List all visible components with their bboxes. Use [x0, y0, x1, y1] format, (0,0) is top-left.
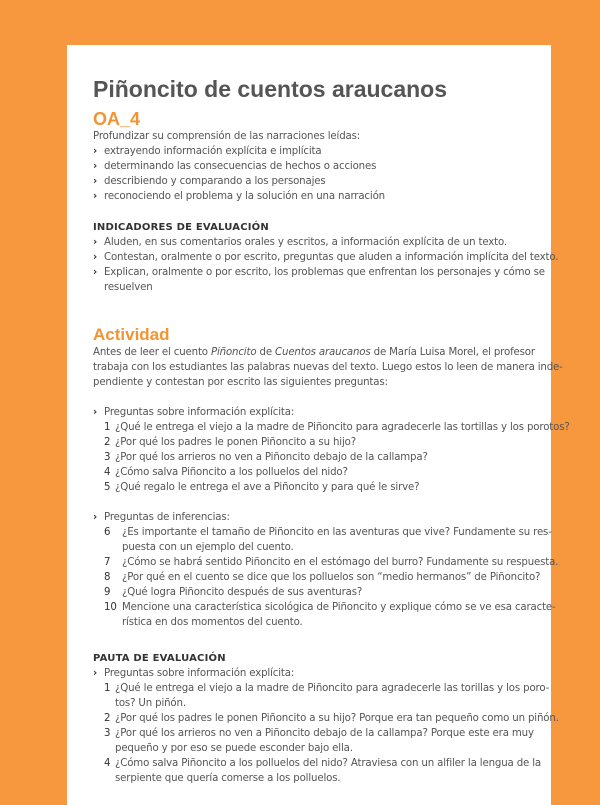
question-number: 3 — [104, 728, 111, 739]
numbered-question — [93, 585, 543, 600]
indicador-item — [93, 235, 543, 250]
oa-bullet: › extrayendo información explícita e implícita — [93, 144, 543, 159]
question-number: 1 — [104, 683, 111, 694]
numbered-question — [93, 465, 543, 480]
indicador-line: › Explican, oralmente o por escrito, los problemas que enfrentan los personajes y cómo se — [104, 267, 545, 278]
numbered-question — [93, 435, 543, 450]
actividad-paragraph-line: pendiente y contestan por escrito las siguientes preguntas: — [93, 377, 388, 388]
actividad-paragraph-line — [93, 345, 543, 360]
explicit-questions-list — [93, 420, 570, 495]
question-line: ¿Cómo salva Piñoncito a los polluelos del nido? Atraviesa con un alfiler la lengua de la — [115, 758, 541, 769]
explicit-questions-label: › Preguntas sobre información explícita: — [93, 405, 543, 420]
numbered-question — [93, 480, 543, 495]
document-content — [93, 75, 570, 786]
question-line: ¿Es importante el tamaño de Piñoncito en las aventuras que vive? Fundamente su res- — [122, 527, 552, 538]
question-number: 5 — [104, 482, 111, 493]
question-line: puesta con un ejemplo del cuento. — [122, 542, 294, 553]
numbered-question — [93, 726, 543, 756]
book-title: Piñoncito — [210, 347, 257, 358]
question-number: 4 — [104, 758, 111, 769]
question-line: ¿Por qué los arrieros no ven a Piñoncito debajo de la callampa? Porque este era muy — [115, 728, 534, 739]
numbered-question — [93, 756, 543, 786]
pauta-answers-list — [93, 681, 559, 786]
numbered-question — [93, 525, 552, 555]
indicadores-heading: INDICADORES DE EVALUACIÓN — [93, 222, 269, 233]
indicadores-list — [93, 235, 559, 295]
question-number: 4 — [104, 467, 111, 478]
oa-bullet: › describiendo y comparando a los personajes — [93, 174, 543, 189]
collection-title: Cuentos araucanos — [275, 347, 371, 358]
oa-intro: Profundizar su comprensión de las narraciones leídas: — [93, 131, 361, 142]
inference-questions-label: › Preguntas de inferencias: — [93, 510, 543, 525]
text: Antes de leer el cuento — [93, 347, 211, 358]
question-line: ¿Qué le entrega el viejo a la madre de Piñoncito para agradecerle las torillas y los poro- — [115, 683, 550, 694]
question-number: 3 — [104, 452, 111, 463]
numbered-question — [93, 681, 550, 711]
numbered-question — [93, 711, 559, 726]
oa-bullet: › reconociendo el problema y la solución en una narración — [93, 189, 543, 204]
pauta-heading: PAUTA DE EVALUACIÓN — [93, 653, 226, 664]
question-number: 9 — [104, 587, 111, 598]
question-line: serpiente que quería comerse a los polluelos. — [115, 773, 341, 784]
page-title: Piñoncito de cuentos araucanos — [93, 76, 448, 102]
question-number: 10 — [104, 602, 117, 613]
question-line: ¿Por qué en el cuento se dice que los polluelos son “medio hermanos” de Piñoncito? — [122, 572, 541, 583]
numbered-question — [93, 450, 543, 465]
question-line: tos? Un piñón. — [115, 698, 186, 709]
pauta-label: › Preguntas sobre información explícita: — [93, 666, 543, 681]
oa-bullet: › determinando las consecuencias de hechos o acciones — [93, 159, 543, 174]
question-line: ¿Por qué los padres le ponen Piñoncito a su hijo? Porque era tan pequeño como un piñón. — [115, 713, 559, 724]
numbered-question — [93, 570, 543, 585]
question-number: 8 — [104, 572, 111, 583]
numbered-question — [93, 420, 570, 435]
indicador-line: › Aluden, en sus comentarios orales y escritos, a información explícita de un texto. — [104, 237, 507, 248]
numbered-question — [93, 555, 559, 570]
question-number: 7 — [104, 557, 111, 568]
question-line: ¿Por qué los arrieros no ven a Piñoncito debajo de la callampa? — [115, 452, 428, 463]
actividad-heading: Actividad — [93, 325, 170, 344]
question-line: ¿Qué regalo le entrega el ave a Piñoncito y para qué le sirve? — [115, 482, 420, 493]
actividad-paragraph-line: trabaja con los estudiantes las palabras nuevas del texto. Luego estos lo leen de manera inde- — [93, 362, 563, 373]
question-line: rística en dos momentos del cuento. — [122, 617, 303, 628]
document-page — [67, 45, 570, 805]
inference-questions-list — [93, 525, 559, 630]
oa-bullet-list — [93, 144, 543, 204]
question-line: ¿Cómo se habrá sentido Piñoncito en el estómago del burro? Fundamente su respuesta. — [122, 557, 559, 568]
question-line: ¿Por qué los padres le ponen Piñoncito a su hijo? — [115, 437, 356, 448]
indicador-item — [93, 250, 559, 265]
text: de María Luisa Morel, el profesor — [370, 347, 535, 358]
question-line: pequeño y por eso se puede esconder bajo ella. — [115, 743, 353, 754]
question-line: ¿Qué le entrega el viejo a la madre de Piñoncito para agradecerle las tortillas y los porotos? — [115, 422, 570, 433]
indicador-line: › Contestan, oralmente o por escrito, preguntas que aluden a información implícita del texto. — [104, 252, 559, 263]
question-number: 1 — [104, 422, 111, 433]
question-number: 2 — [104, 713, 111, 724]
oa-code: OA_4 — [93, 109, 141, 129]
question-number: 6 — [104, 527, 111, 538]
question-number: 2 — [104, 437, 111, 448]
question-line: Mencione una característica sicológica de Piñoncito y explique cómo se ve esa caracte- — [122, 602, 556, 613]
indicador-item — [93, 265, 543, 295]
indicador-line: resuelven — [104, 282, 153, 293]
numbered-question — [93, 600, 556, 630]
question-line: ¿Cómo salva Piñoncito a los polluelos del nido? — [115, 467, 348, 478]
text: de — [256, 347, 276, 358]
question-line: ¿Qué logra Piñoncito después de sus aventuras? — [122, 587, 363, 598]
